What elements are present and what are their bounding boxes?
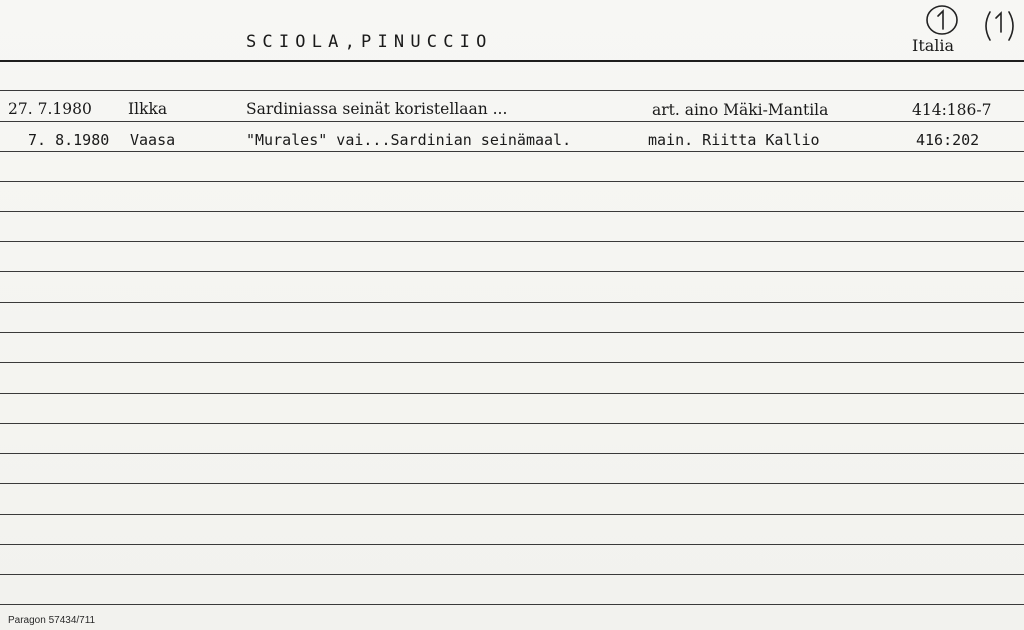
- card-name: SCIOLA,PINUCCIO: [246, 32, 493, 52]
- entry-author: art. aino Mäki-Mantila: [652, 101, 829, 119]
- ruled-line: [0, 121, 1024, 122]
- ruled-line: [0, 544, 1024, 545]
- ruled-line: [0, 423, 1024, 424]
- ruled-line: [0, 362, 1024, 363]
- entry-author: main. Riitta Kallio: [648, 131, 820, 149]
- ruled-line: [0, 302, 1024, 303]
- ruled-line: [0, 604, 1024, 605]
- ruled-line: [0, 574, 1024, 575]
- entry-date: 7. 8.1980: [28, 131, 110, 149]
- header-rule-bottom: [0, 90, 1024, 91]
- ruled-line: [0, 332, 1024, 333]
- card-country: Italia: [912, 36, 955, 55]
- ruled-line: [0, 241, 1024, 242]
- handwritten-number-mark: [920, 2, 1020, 50]
- ruled-line: [0, 393, 1024, 394]
- entry-reference: 414:186-7: [912, 101, 992, 119]
- entry-source: Vaasa: [130, 131, 176, 149]
- ruled-line: [0, 514, 1024, 515]
- entry-source: Ilkka: [128, 100, 168, 118]
- ruled-line: [0, 453, 1024, 454]
- entry-title: "Murales" vai...Sardinian seinämaal.: [246, 131, 572, 149]
- entry-reference: 416:202: [916, 131, 980, 149]
- header-rule-top: [0, 60, 1024, 62]
- entry-date: 27. 7.1980: [8, 100, 92, 118]
- ruled-line: [0, 483, 1024, 484]
- printer-imprint: Paragon 57434/711: [8, 615, 96, 626]
- entry-title: Sardiniassa seinät koristellaan ...: [246, 100, 508, 118]
- ruled-line: [0, 211, 1024, 212]
- ruled-line: [0, 151, 1024, 152]
- ruled-line: [0, 271, 1024, 272]
- ruled-line: [0, 181, 1024, 182]
